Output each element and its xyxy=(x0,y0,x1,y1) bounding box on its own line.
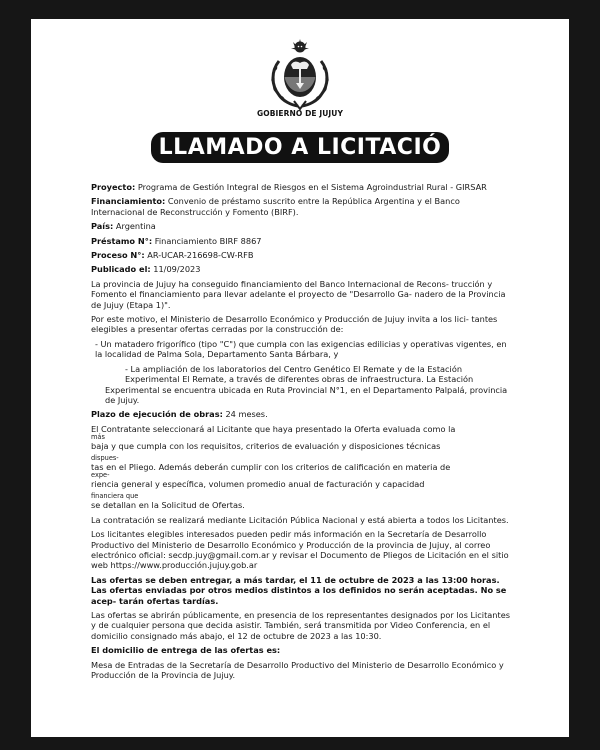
deadline-text: Las ofertas se deben entregar, a más tardar, el 11 de octubre de 2023 a las 13:00 horas. Las ofertas enviadas por otros medios distintos a los definidos no serán aceptadas. No se acep- tarán ofertas tardías. xyxy=(91,574,507,606)
field-value: AR-UCAR-216698-CW-RFB xyxy=(147,250,254,261)
field-label: Préstamo N°: xyxy=(91,235,153,246)
field-value: Financiamiento BIRF 8867 xyxy=(154,235,262,246)
list-item-line: Experimental se encuentra ubicada en Ruta Provincial N°1, en el Departamento Palpalá, provincia de Jujuy. xyxy=(105,384,508,405)
notice-body xyxy=(91,182,515,684)
field-label: Financiamiento: xyxy=(91,196,166,207)
government-name: GOBIERNO DE JUJUY xyxy=(256,109,344,118)
field-value: 24 meses. xyxy=(225,409,268,420)
field-label: Plazo de ejecución de obras: xyxy=(91,409,223,420)
field-value: 11/09/2023 xyxy=(153,264,201,275)
text-line: riencia general y específica, volumen promedio anual de facturación y capacidad xyxy=(91,478,425,489)
title-banner xyxy=(31,132,569,163)
field-value: Programa de Gestión Integral de Riesgos en el Sistema Agroindustrial Rural - GIRSAR xyxy=(137,182,487,192)
paragraph-informacion: Los licitantes elegibles interesados pueden pedir más información en la Secretaría de Desarrollo Productivo del Ministerio de Desarrollo Económico y Producción de la provincia de Jujuy, al correo electrónico oficial: secdp.juy@gmail.com.ar y revisar el Documento de Pliegos de Licitación en el sitio web https://www.producción.jujuy.gob.ar xyxy=(91,529,509,571)
list-item-matadero: - Un matadero frigorífico (tipo "C") que cumpla con las exigencias edilicias y operativas vigentes, en la localidad de Palma Sola, Departamento Santa Bárbara, y xyxy=(95,338,507,360)
text-line: se detallan en la Solicitud de Ofertas. xyxy=(91,500,245,511)
paragraph-financing: La provincia de Jujuy ha conseguido financiamiento del Banco Internacional de Recons- trucción y Fomento el financiamiento para llevar adelante el proyecto de "Desarrollo Ga- nadero de la Provincia de Jujuy (Etapa 1)". xyxy=(91,278,506,310)
provincial-coat-of-arms-icon xyxy=(267,39,333,113)
field-label: País: xyxy=(91,221,114,232)
paragraph-deadline xyxy=(91,575,515,606)
text-fragment: financiera que xyxy=(91,492,139,501)
field-proyecto xyxy=(91,182,515,192)
text-line: El Contratante seleccionará al Licitante que haya presentado la Oferta evaluada como la xyxy=(91,423,456,434)
field-proceso xyxy=(91,250,515,260)
page-title: LLAMADO A LICITACIÓ xyxy=(151,132,450,163)
list-item-line: Experimental El Remate, a través de diferentes obras de infraestructura. La Estación xyxy=(125,374,474,385)
paragraph-domicilio: Mesa de Entradas de la Secretaría de Desarrollo Productivo del Ministerio de Desarrollo Económico y Producción de la Provincia de Jujuy. xyxy=(91,659,504,681)
field-label: Proceso N°: xyxy=(91,250,145,261)
text-line: baja y que cumpla con los requisitos, criterios de evaluación y disposiciones técnicas xyxy=(91,441,441,452)
field-label: Publicado el: xyxy=(91,264,151,275)
text-fragment: dispues- xyxy=(91,453,119,462)
text-fragment: expe- xyxy=(91,470,110,479)
paragraph-invitation: Por este motivo, el Ministerio de Desarrollo Económico y Producción de Jujuy invita a los lici- tantes elegibles a presentar ofertas cerradas por la construcción de: xyxy=(91,314,498,335)
list-item-line: - La ampliación de los laboratorios del Centro Genético El Remate y de la Estación xyxy=(125,363,463,374)
field-pais xyxy=(91,221,515,231)
field-value: Argentina xyxy=(115,221,156,232)
field-financiamiento xyxy=(91,196,515,217)
field-plazo xyxy=(91,409,515,419)
text-line: tas en el Pliego. Además deberán cumplir con los criterios de calificación en materia de xyxy=(91,461,451,472)
notice-page xyxy=(31,19,569,737)
list-item-laboratorios xyxy=(91,364,515,406)
field-publicado xyxy=(91,264,515,274)
text-fragment: más xyxy=(91,433,105,442)
paragraph-contratacion: La contratación se realizará mediante Licitación Pública Nacional y está abierta a todos los Licitantes. xyxy=(91,514,509,525)
domicilio-label: El domicilio de entrega de las ofertas es: xyxy=(91,645,281,656)
paragraph-evaluation xyxy=(91,424,515,511)
domicilio-heading xyxy=(91,645,515,655)
paragraph-apertura: Las ofertas se abrirán públicamente, en presencia de los representantes designados por los Licitantes y de cualquier persona que decida asistir. También, será transmitida por Video Conferencia, en el domicilio consignado más abajo, el 12 de octubre de 2023 a las 10:30. xyxy=(91,610,510,641)
field-prestamo xyxy=(91,236,515,246)
field-value: Convenio de préstamo suscrito entre la República Argentina y el Banco Internacional de Reconstrucción y Fomento (BIRF). xyxy=(91,196,460,217)
field-label: Proyecto: xyxy=(91,182,136,192)
